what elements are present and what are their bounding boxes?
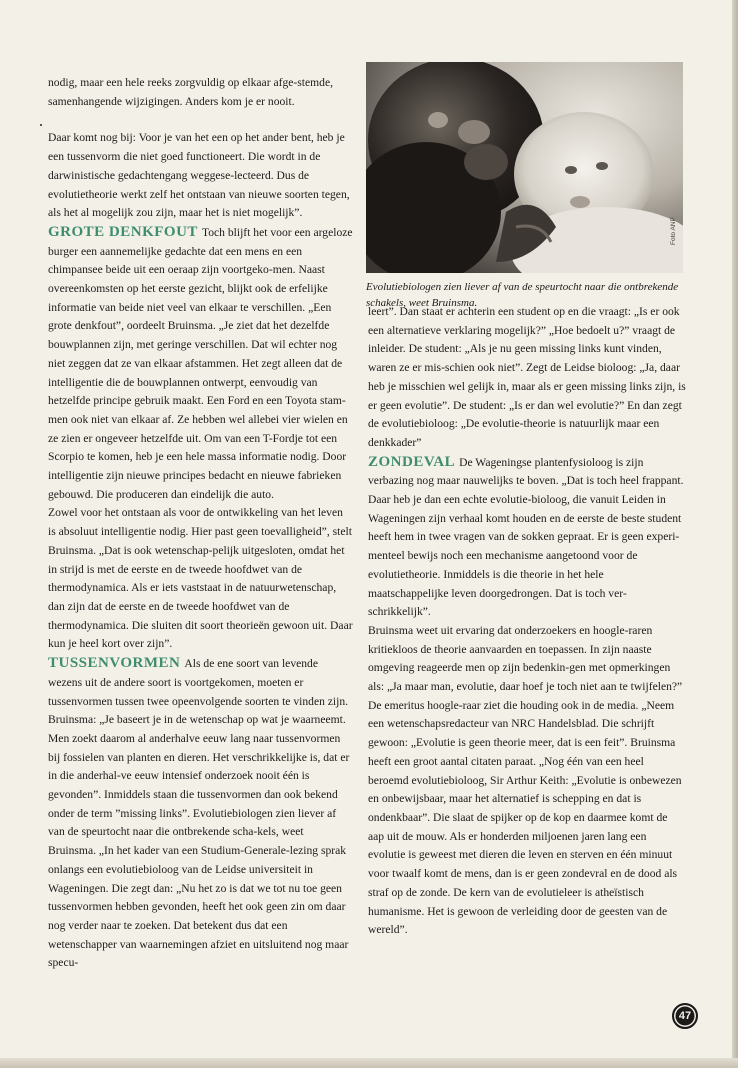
paragraph: Daar komt nog bij: Voor je van het een op het ander bent, heb je een tussenvorm die niet goed functioneert. Die wordt in de darwinistische gedachtengang weggese-lecteerd. Dus de evolutietheorie werkt zelf het ontstaan van nieuwe soorten tegen, als het al mogelijk zou zijn, maar het is niet mogelijk”. — [48, 131, 350, 220]
paragraph: Bruinsma weet uit ervaring dat onderzoekers en hoogle-raren kritiekloos de theorie aanvaarden en toepassen. In zijn naaste omgeving reageerde men op zijn bedenkin-gen met opmerkingen als: „Ja maar man, evolutie, daar hoef je toch niet aan te twijfelen?” De emeritus hoogle-raar ziet die houding ook in de media. „Neem een wetenschapsredacteur van NRC Handelsblad. Die schrijft gewoon: „Evolutie is geen theorie meer, dat is een feit”. Bruinsma heeft een groot aantal citaten paraat. „Nog één van een heel beroemd evolutiebioloog, Sir Arthur Keith: „Evolutie is onbewezen en onbewijsbaar, maar het alternatief is schepping en dat is ondenkbaar”. Die slaat de spijker op de kop en daarmee komt de aap uit de mouw. Als er honderden miljoenen jaren lang een evolutie is geweest met dieren die leven en sterven en één minuut voor twaalf komt de mens, dan is er geen zondevral en de dood als straf op de zonde. De kern van de evolutieleer is atheïstisch humanisme. Het is gewoon de verleiding door de geesten van de wereld”. — [368, 623, 683, 937]
page-number: 47 — [672, 1003, 698, 1029]
paragraph-text: Als de ene soort van levende wezens uit de andere soort is voortgekomen, moeten er tussenvormen tussen twee opeenvolgende soorten te vinden zijn. Bruinsma: „Je baseert je in de wetenschap op wat je waarneemt. Men zoekt daarom al anderhalve eeuw lang naar tussenvormen bij fossielen van planten en dieren. Het verschrikkelijke is, dat er in die anderhal-ve eeuw intensief onderzoek nooit één is gevonden”. Inmiddels staan die tussenvormen dan ook bekend onder de term ”missing links”. Evolutiebiologen zien liever af van de speurtocht naar die ontbrekende scha-kels, weet Bruinsma. „In het kader van een Studium-Generale-lezing sprak onlangs een evolutiebioloog van de Leidse universiteit in Wageningen. Die zegt dan: „Nu het zo is dat we tot nu toe geen tussenvormen hebben gevonden, heeft het ook geen zin om daar nog verder naar te zoeken. Dat betekent dus dat een wetenschapper van waarnemingen afziet en uitsluitend nog maar specu- — [48, 657, 350, 970]
paragraph: leert”. Dan staat er achterin een student op en die vraagt: „Is er ook een alternatieve verklaring mogelijk?” „Hoe bedoelt u?” vraagt de inleider. De student: „Als je nu geen missing links kunt vinden, waren ze er mis-schien ook niet”. Zegt de Leidse bioloog: „Ja, daar heb je misschien wel gelijk in, maar als er geen missing links zijn, is er geen evolutie”. De student: „Is er dan wel evolutie?” En dan zegt de evolutiebioloog: „De evolutie-theorie is natuurlijk maar een denkkader” — [368, 305, 686, 449]
chimpanzee-baby-photo — [366, 62, 683, 273]
right-column — [368, 303, 686, 940]
page-edge-shadow — [732, 0, 738, 1068]
section-paragraph — [368, 453, 686, 622]
left-column — [48, 74, 353, 973]
section-heading-tussenvormen: TUSSENVORMEN — [48, 655, 181, 672]
section-heading-grote-denkfout: GROTE DENKFOUT — [48, 223, 198, 240]
section-paragraph — [48, 654, 353, 973]
paragraph: nodig, maar een hele reeks zorgvuldig op elkaar afge-stemde, samenhangende wijzigingen. Anders kom je er nooit. — [48, 76, 334, 108]
photo-credit: Foto ANP — [670, 217, 677, 245]
paragraph-text: Toch blijft het voor een argeloze burger een aannemelijke gedachte dat een mens en een chimpansee beide uit een oeraap zijn voortgeko-men. Naast overeenkomsten op het eerste gezicht, blijkt ook de erfelijke informatie van beide niet veel van elkaar te verschillen. „Een grote denkfout”, oordeelt Bruinsma. „Je ziet dat het dezelfde bouwplannen zijn, met geringe verschillen. Dat wil echter nog niet zeggen dat ze van elkaar afstammen. Het zegt alleen dat de intelligentie die de bouwplannen ontwerpt, eenvoudig van hetzelfde principe gebruik maakt. Een Ford en een Toyota stam-men ook niet van elkaar af. Ze hebben wel allebei vier wielen en ze zien er ongeveer hetzelfde uit. Om van een T-Fordje tot een Scorpio te komen, heb je een hele massa informatie nodig. Door intelligentie zijn nieuwe principes bedacht en nieuwe fabrieken gebouwd. Die produceren dan eindelijk die auto. — [48, 225, 353, 501]
paragraph-text: De Wageningse plantenfysioloog is zijn verbazing nog maar nauwelijks te boven. „Dat is toch heel frappant. Daar heb je dan een echte evolutie-bioloog, die vanuit Leiden in Wageningen zijn verhaal komt houden en de eerste de beste student heeft hem in twee vragen van de sokken gepraat. Er is geen experi-menteel bewijs noch een mechanisme aangetoond voor de evolutietheorie. Inmiddels is die theorie in het hele maatschappelijke leven doorgedrongen. Dat is toch ver-schrikkelijk”. — [368, 455, 684, 619]
paragraph: Zowel voor het ontstaan als voor de ontwikkeling van het leven is absoluut intelligentie nodig. Hier past geen toevalligheid”, stelt Bruinsma. „Dat is ook wetenschap-pelijk uitgesloten, omdat het in strijd is met de eerste en de tweede hoofdwet van de thermodynamica. Als er iets vaststaat in de natuurwetenschap, dan zijn dat de eerste en de tweede hoofdwet van de thermodynamica. Die sluiten dit soort theorieën gewoon uit. Daar kun je heel kort over zijn”. — [48, 506, 353, 651]
photo-caption: Evolutiebiologen zien liever af van de speurtocht naar die ontbrekende schakels, weet Bruinsma. — [366, 281, 679, 309]
margin-mark — [40, 124, 42, 126]
section-paragraph — [48, 223, 353, 505]
section-heading-zondeval: ZONDEVAL — [368, 453, 456, 470]
photo-illustration — [366, 62, 683, 273]
page-bottom-shadow — [0, 1058, 738, 1068]
